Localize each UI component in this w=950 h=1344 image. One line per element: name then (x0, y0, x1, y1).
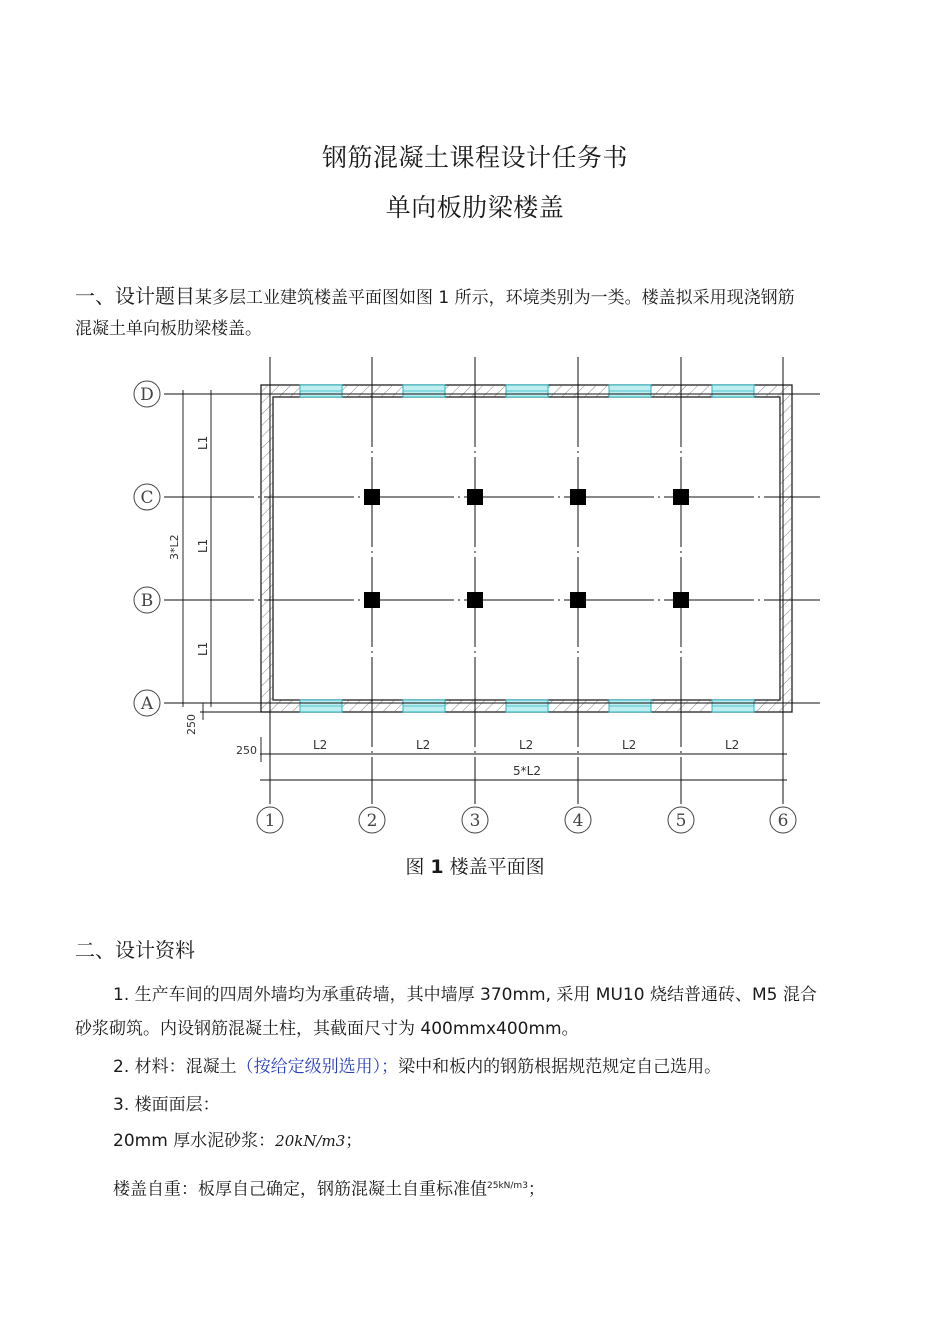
columns (364, 489, 689, 608)
self-weight-text: 楼盖自重：板厚自己确定，钢筋混凝土自重标准值 (113, 1179, 487, 1200)
dim-wall-offset-horizontal: 250 (236, 744, 257, 757)
row-axis-bubbles (134, 381, 160, 716)
section1-text-line2: 混凝土单向板肋梁楼盖。 (75, 319, 262, 339)
item2-grade-note: （按给定级别选用）； (236, 1057, 399, 1077)
dim-l2-4: L2 (622, 738, 637, 752)
dim-total-vertical: 3*L2 (168, 534, 181, 560)
dim-l1-middle: L1 (196, 538, 210, 553)
floor-plan-figure (120, 352, 840, 842)
section2-heading-block (75, 935, 885, 968)
axis-label-1: 1 (264, 811, 276, 831)
dim-wall-offset-vertical: 250 (185, 714, 198, 735)
column-axis-bubbles (257, 807, 796, 833)
dim-l2-5: L2 (725, 738, 740, 752)
dim-l2-2: L2 (416, 738, 431, 752)
axis-label-c: C (140, 488, 154, 508)
figure-caption (0, 852, 950, 879)
document-title: 钢筋混凝土课程设计任务书 (321, 143, 628, 172)
axis-label-5: 5 (675, 811, 687, 831)
dim-total-horizontal: 5*L2 (513, 764, 541, 778)
caption-prefix: 图 (405, 856, 431, 878)
axis-label-d: D (140, 385, 154, 405)
section2-item1-continued (75, 1014, 885, 1045)
layer1-text: 20mm 厚水泥砂浆： (113, 1131, 276, 1151)
axis-label-4: 4 (572, 811, 584, 831)
axis-label-b: B (140, 591, 154, 611)
layer1-end: ； (345, 1131, 363, 1151)
left-dimensions (176, 390, 270, 720)
section1-paragraph (75, 281, 885, 345)
document-subtitle: 单向板肋梁楼盖 (385, 193, 565, 222)
axis-label-3: 3 (469, 811, 481, 831)
layer1-line (113, 1126, 923, 1157)
caption-suffix: 楼盖平面图 (443, 856, 545, 878)
axis-label-a: A (140, 694, 154, 714)
section2-item2 (113, 1052, 923, 1083)
self-weight-end: ； (527, 1179, 545, 1200)
item2-prefix: 2. 材料：混凝土 (113, 1057, 237, 1077)
item1-line1: 1. 生产车间的四周外墙均为承重砖墙，其中墙厚 370mm, 采用 MU10 烧结普通砖、M5 混合 (113, 985, 817, 1005)
section2-item3 (113, 1090, 923, 1121)
section1-heading: 一、设计题目 (75, 284, 195, 308)
vertical-axis-lines (270, 357, 783, 804)
self-weight-line (113, 1171, 923, 1206)
self-weight-value: 25kN/m3 (487, 1181, 528, 1191)
section2-item1 (75, 980, 885, 1011)
layer1-value: 20kN/m3 (275, 1132, 346, 1150)
dim-l1-bottom: L1 (196, 641, 210, 656)
item2-suffix: 梁中和板内的钢筋根据规范规定自己选用。 (398, 1057, 722, 1077)
dim-l2-3: L2 (519, 738, 534, 752)
axis-label-6: 6 (777, 811, 789, 831)
item1-line2: 砂浆砌筑。内设钢筋混凝土柱，其截面尺寸为 400mmx400mm。 (75, 1019, 579, 1039)
perimeter-wall (261, 385, 792, 712)
dim-l1-top: L1 (196, 435, 210, 450)
section1-text-line1: 某多层工业建筑楼盖平面图如图 1 所示，环境类别为一类。楼盖拟采用现浇钢筋 (195, 288, 795, 308)
caption-number: 1 (430, 856, 444, 878)
item3-text: 3. 楼面面层： (113, 1095, 220, 1115)
section2-heading: 二、设计资料 (75, 938, 195, 962)
dim-l2-1: L2 (313, 738, 328, 752)
axis-label-2: 2 (366, 811, 378, 831)
